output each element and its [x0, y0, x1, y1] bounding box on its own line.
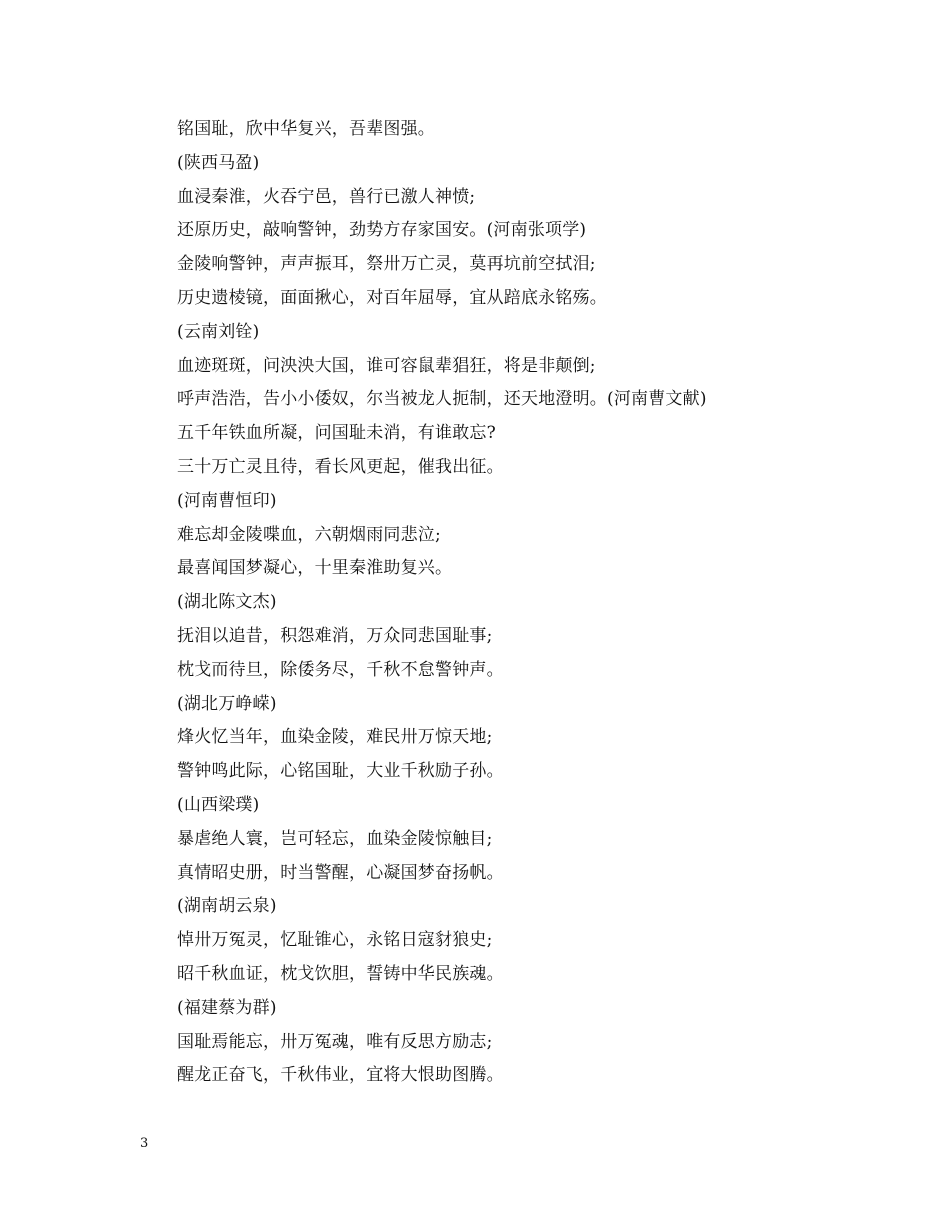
text-line: 国耻焉能忘，卅万冤魂，唯有反思方励志; — [177, 1031, 493, 1052]
text-line: 警钟鸣此际，心铭国耻，大业千秋励子孙。 — [177, 761, 504, 782]
text-line: 还原历史，敲响警钟，劲势方存家国安。(河南张项学) — [177, 220, 587, 241]
text-line: 真情昭史册，时当警醒，心凝国梦奋扬帆。 — [177, 862, 504, 883]
text-line: 五千年铁血所凝，问国耻未消，有谁敢忘? — [177, 423, 496, 444]
text-line: 暴虐绝人寰，岂可轻忘，血染金陵惊触目; — [177, 828, 493, 849]
author-attribution: (河南曹恒印) — [177, 490, 277, 511]
text-line: 铭国耻，欣中华复兴，吾辈图强。 — [177, 119, 435, 139]
text-line: 抚泪以追昔，积怨难消，万众同悲国耻事; — [177, 625, 493, 646]
couplet-text-block — [177, 113, 897, 1093]
author-attribution: (湖北万峥嵘) — [177, 693, 277, 714]
text-line: 最喜闻国梦凝心，十里秦淮助复兴。 — [177, 558, 453, 579]
text-line: 醒龙正奋飞，千秋伟业，宜将大恨助图腾。 — [177, 1065, 504, 1086]
text-line: 三十万亡灵且待，看长风更起，催我出征。 — [177, 456, 504, 477]
author-attribution: (湖南胡云泉) — [177, 896, 277, 917]
text-line: 昭千秋血证，枕戈饮胆，誓铸中华民族魂。 — [177, 963, 504, 984]
author-attribution: (福建蔡为群) — [177, 997, 277, 1018]
text-line: 悼卅万冤灵，忆耻锥心，永铭日寇豺狼史; — [177, 930, 493, 951]
page-number: 3 — [140, 1136, 149, 1151]
author-attribution: (山西梁璞) — [177, 794, 260, 815]
author-attribution: (陕西马盈) — [177, 152, 260, 173]
text-line: 血浸秦淮，火吞宁邑，兽行已激人神愤; — [177, 186, 476, 207]
text-line: 枕戈而待旦，除倭务尽，千秋不怠警钟声。 — [177, 659, 504, 680]
text-line: 金陵响警钟，声声振耳，祭卅万亡灵，莫再坑前空拭泪; — [177, 254, 596, 275]
author-attribution: (云南刘铨) — [177, 321, 260, 342]
author-attribution: (湖北陈文杰) — [177, 592, 277, 613]
text-line: 血迹斑斑，问泱泱大国，谁可容鼠辈猖狂，将是非颠倒; — [177, 355, 596, 376]
text-line: 呼声浩浩，告小小倭奴，尔当被龙人扼制，还天地澄明。(河南曹文献) — [177, 389, 707, 410]
text-line: 烽火忆当年，血染金陵，难民卅万惊天地; — [177, 727, 493, 748]
text-line: 难忘却金陵喋血，六朝烟雨同悲泣; — [177, 524, 441, 545]
text-line: 历史遗棱镜，面面揪心，对百年屈辱，宜从踣底永铭殇。 — [177, 287, 607, 308]
